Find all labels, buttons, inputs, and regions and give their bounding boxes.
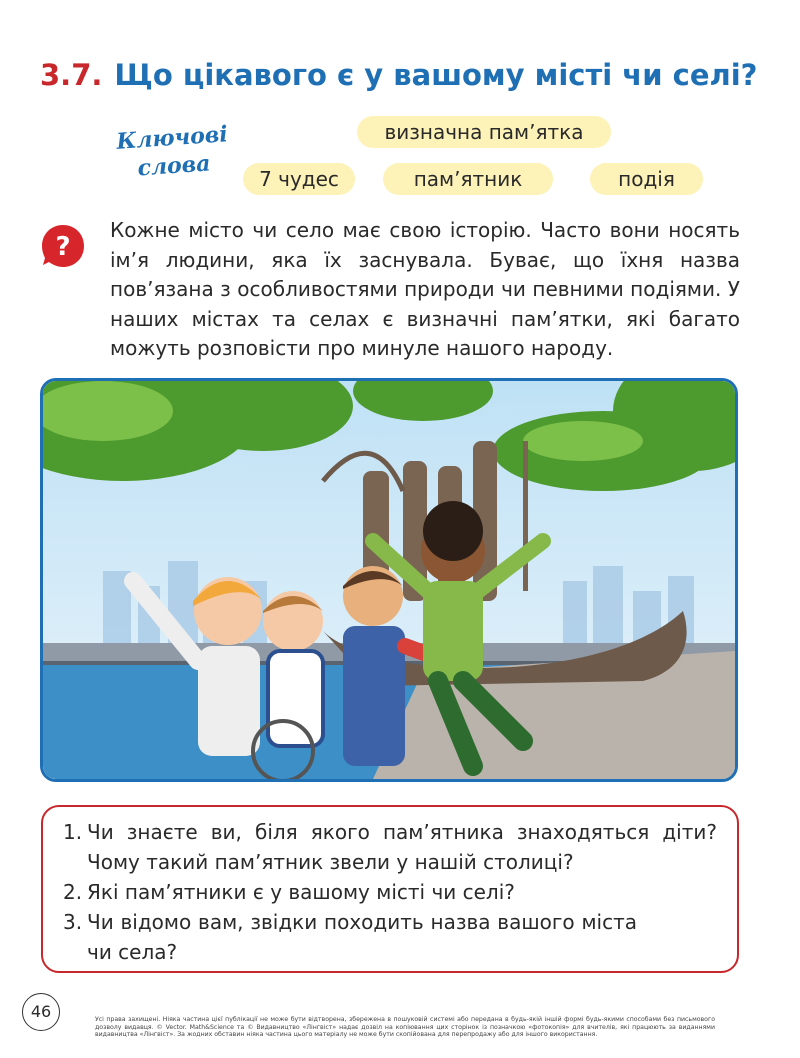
question-item (63, 877, 717, 907)
keyword-chip: пам’ятник (383, 163, 553, 195)
question-item (63, 907, 717, 967)
keywords-label-line2: слова (136, 150, 212, 182)
section-number: 3.7. (40, 58, 103, 92)
question-icon (40, 223, 86, 269)
intro-paragraph: Кожне місто чи село має свою історію. Часто вони носять ім’я людини, яка їх заснувала. Буває, що їхня назва пов’язана з особливостями природи чи певними подіями. У наших містах та селах є визначні пам’ятки, які багато можуть розповісти про минуле нашого народу. (110, 218, 740, 360)
section-title (40, 58, 758, 92)
copyright-footer: Усі права захищені. Ніяка частина цієї публікації не може бути відтворена, збережена в пошуковій системі або передана в будь-якій іншій формі будь-якими способами без письмового дозволу видавця. © Vector. Math&Science та © Видавництво «Лінгвіст» надає дозвіл на копіювання цих сторінок із позначкою «фотокопія» для вчителів, які працюють за виданнями видавництва «Лінгвіст». За жодних обставин ніяка частина цього матеріалу не може бути скопійована для перепродажу або для іншого використання. (95, 1016, 715, 1039)
children-at-monument-illustration (40, 378, 738, 782)
keywords-label-line1: Ключові (115, 121, 229, 155)
question-item (63, 817, 717, 877)
svg-text:?: ? (55, 232, 71, 262)
questions-box (41, 805, 739, 973)
keyword-chip: подія (590, 163, 703, 195)
keyword-chip: 7 чудес (243, 163, 355, 195)
section-heading: Що цікавого є у вашому місті чи селі? (114, 58, 758, 92)
question-number: 3. (63, 910, 83, 934)
page-number: 46 (22, 993, 60, 1031)
question-text: Чи відомо вам, звідки походить назва вашого міста чи села? (87, 910, 637, 964)
keywords-label (106, 120, 240, 185)
question-number: 1. (63, 820, 83, 844)
question-text: Які пам’ятники є у вашому місті чи селі? (87, 880, 515, 904)
keyword-chip: визначна пам’ятка (357, 116, 611, 148)
question-text: Чи знаєте ви, біля якого пам’ятника знаходяться діти? Чому такий пам’ятник звели у нашій столиці? (87, 820, 717, 874)
question-number: 2. (63, 880, 83, 904)
